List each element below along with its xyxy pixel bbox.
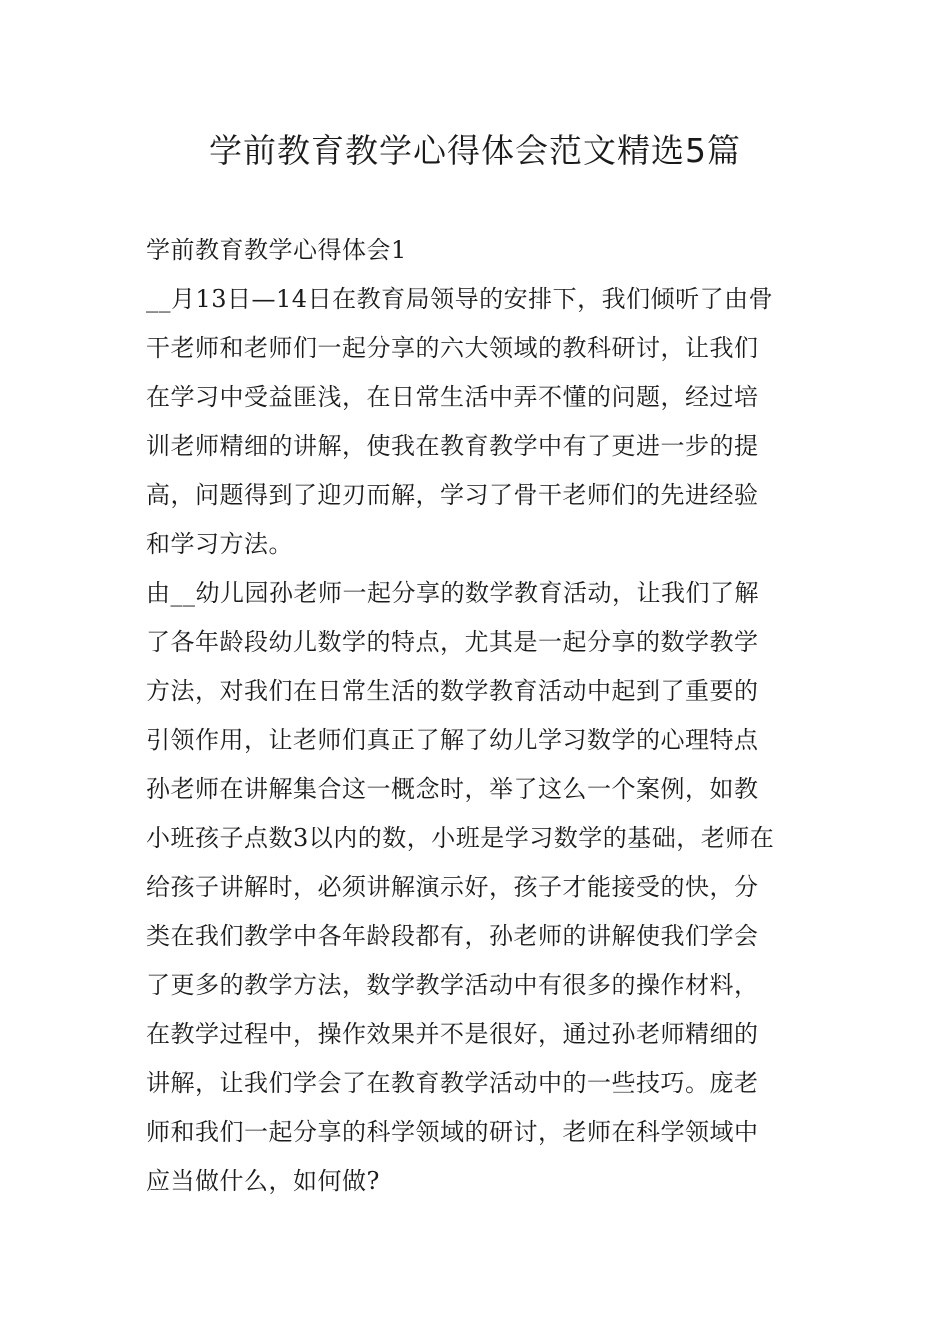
paragraph-line: 给孩子讲解时，必须讲解演示好，孩子才能接受的快，分 xyxy=(146,873,759,901)
paragraph-line: 应当做什么，如何做? xyxy=(146,1167,380,1195)
paragraph-line: 了各年龄段幼儿数学的特点，尤其是一起分享的数学教学 xyxy=(146,628,759,656)
paragraph-line: 由__幼儿园孙老师一起分享的数学教育活动，让我们了解 xyxy=(146,579,759,607)
paragraph-line: 在学习中受益匪浅，在日常生活中弄不懂的问题，经过培 xyxy=(146,383,759,411)
paragraph-line: 了更多的教学方法，数学教学活动中有很多的操作材料， xyxy=(146,971,759,999)
paragraph-line: 类在我们教学中各年龄段都有，孙老师的讲解使我们学会 xyxy=(146,922,759,950)
section-heading: 学前教育教学心得体会1 xyxy=(146,236,407,264)
paragraph-line: 小班孩子点数3以内的数，小班是学习数学的基础，老师在 xyxy=(146,824,775,852)
document-body xyxy=(146,226,806,1206)
paragraph-line: 讲解，让我们学会了在教育教学活动中的一些技巧。庞老 xyxy=(146,1069,759,1097)
paragraph-line: 孙老师在讲解集合这一概念时，举了这么一个案例，如教 xyxy=(146,775,759,803)
paragraph-1 xyxy=(146,275,806,569)
paragraph-line: 在教学过程中，操作效果并不是很好，通过孙老师精细的 xyxy=(146,1020,759,1048)
paragraph-line: 训老师精细的讲解，使我在教育教学中有了更进一步的提 xyxy=(146,432,759,460)
paragraph-2 xyxy=(146,569,806,1206)
paragraph-line: 师和我们一起分享的科学领域的研讨，老师在科学领域中 xyxy=(146,1118,759,1146)
paragraph-line: 引领作用，让老师们真正了解了幼儿学习数学的心理特点 xyxy=(146,726,759,754)
paragraph-line: 干老师和老师们一起分享的六大领域的教科研讨，让我们 xyxy=(146,334,759,362)
paragraph-line: 高，问题得到了迎刃而解，学习了骨干老师们的先进经验 xyxy=(146,481,759,509)
paragraph-line: 方法，对我们在日常生活的数学教育活动中起到了重要的 xyxy=(146,677,759,705)
document-title: 学前教育教学心得体会范文精选5篇 xyxy=(209,131,741,170)
paragraph-line: __月13日—14日在教育局领导的安排下，我们倾听了由骨 xyxy=(146,285,774,313)
paragraph-line: 和学习方法。 xyxy=(146,530,293,558)
